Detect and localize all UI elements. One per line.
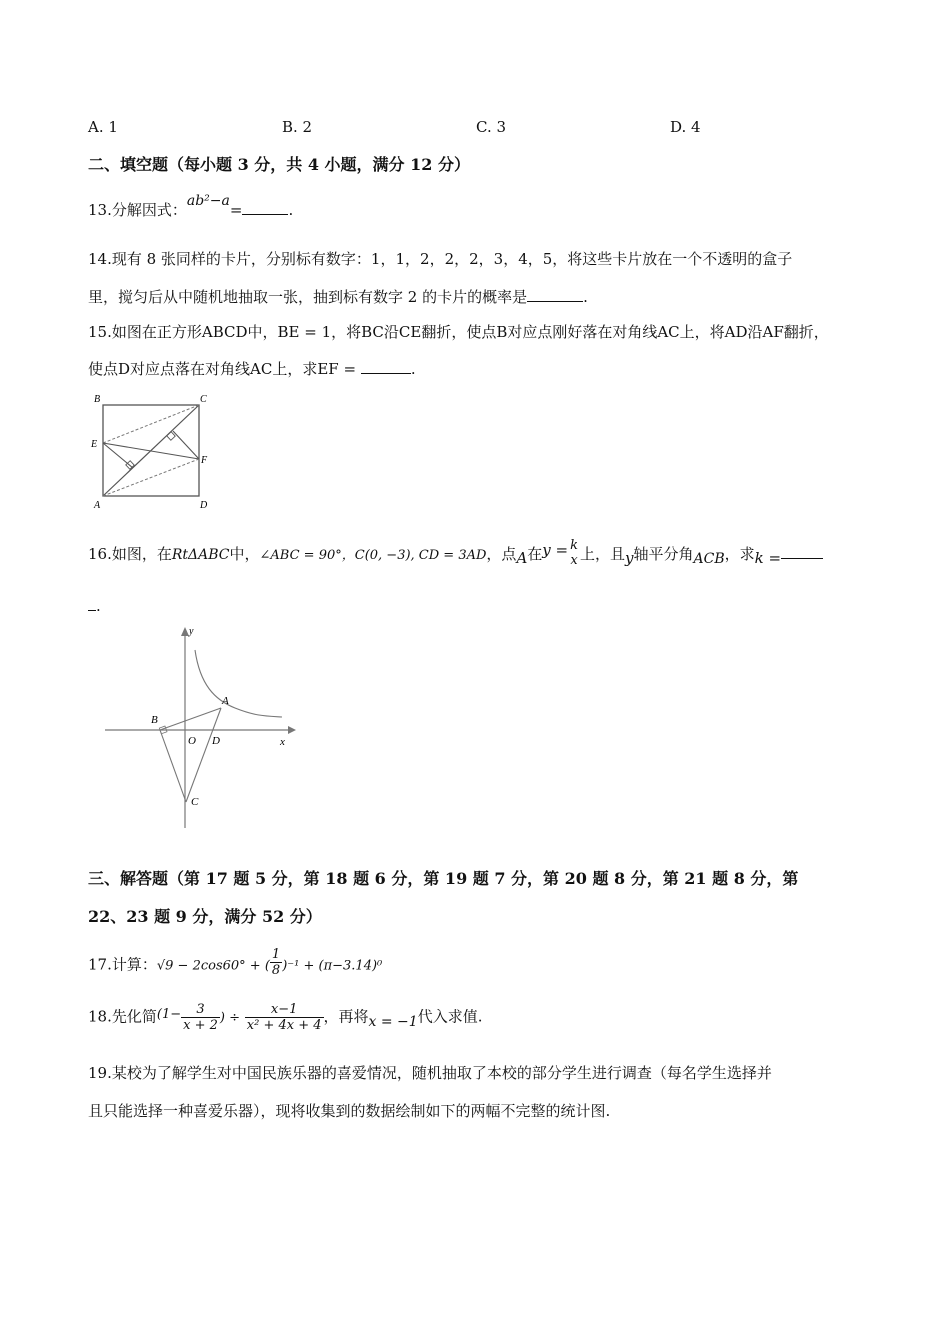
q16-answer-blank: [781, 544, 823, 559]
q18-denominator-2: x² + 4x + 4: [246, 1018, 322, 1033]
q17-text: 计算：: [111, 955, 157, 974]
section-heading-solve-line2: 22、23 题 9 分，满分 52 分）: [88, 907, 322, 926]
q16-text4: 在: [527, 545, 543, 563]
q14-end: .: [583, 288, 588, 306]
q16-end: .: [96, 597, 101, 615]
label-a: A: [94, 500, 101, 511]
right-angle-mark-1: [167, 432, 175, 440]
question-15-line2: [88, 358, 416, 379]
q13-answer-blank: [242, 200, 288, 215]
y-axis-arrow: [181, 627, 189, 636]
question-19-line1: 19.某校为了解学生对中国民族乐器的喜爱情况，随机抽取了本校的部分学生进行调查（每名学生选择并: [88, 1064, 772, 1082]
q13-equals: =: [229, 201, 243, 219]
q18-fraction-1: [181, 1002, 220, 1033]
q13-text: 分解因式：: [111, 201, 187, 219]
label-point-a: A: [222, 695, 229, 707]
q17-expression-part2: )⁻¹ + (π−3.14)⁰: [282, 958, 383, 974]
q18-divide: ) ÷: [219, 1010, 240, 1026]
q18-value: x = −1: [368, 1013, 418, 1030]
q16-blank-tail: [88, 596, 96, 611]
q18-text: 先化简: [111, 1007, 157, 1026]
label-point-c: C: [191, 796, 199, 808]
q16-k-equals: k =: [754, 549, 782, 567]
figure-square-fold: [86, 390, 216, 512]
option-c: C. 3: [476, 118, 507, 136]
q16-y-axis: y: [625, 549, 634, 567]
line-ec-dashed: [103, 405, 199, 443]
q16-text7: ，求: [724, 545, 755, 563]
section-heading-fill-in: 二、填空题（每小题 3 分，共 4 小题，满分 12 分）: [88, 155, 470, 174]
question-14-line2: [88, 286, 588, 307]
label-point-b: B: [151, 714, 158, 726]
q16-fraction-kx: [568, 538, 580, 568]
q15-line2-text: 使点D对应点落在对角线AC上，求EF =: [88, 360, 361, 378]
q16-text6: 轴平分角: [633, 545, 694, 563]
figure-coordinate-graph: [100, 620, 300, 835]
label-y-axis: y: [189, 626, 194, 637]
label-c: C: [200, 394, 207, 405]
q17-fraction: [270, 947, 282, 978]
q18-number: 18.: [88, 1007, 112, 1026]
line-ef: [103, 443, 199, 459]
q16-triangle: RtΔABC: [171, 547, 230, 563]
q18-text2: ，再将: [323, 1007, 369, 1026]
q16-function-y: y =: [542, 541, 569, 559]
q16-angle-acb: ACB: [693, 551, 725, 567]
question-13: [88, 193, 294, 220]
q17-denominator: 8: [271, 963, 281, 978]
q13-expression: ab²−a: [186, 193, 230, 209]
q18-fraction-2: [245, 1002, 324, 1033]
q16-point-a: A: [516, 549, 528, 567]
label-e: E: [91, 439, 98, 450]
q14-line2-text: 里，搅匀后从中随机地抽取一张，抽到标有数字 2 的卡片的概率是: [88, 288, 528, 306]
label-b: B: [94, 394, 101, 405]
label-f: F: [201, 455, 208, 466]
label-x-axis: x: [280, 736, 285, 748]
section-heading-solve-line1: 三、解答题（第 17 题 5 分，第 18 题 6 分，第 19 题 7 分，第 20 题 8 分，第 21 题 8 分，第: [88, 869, 799, 888]
q15-answer-blank: [361, 359, 411, 374]
q13-number: 13.: [88, 201, 112, 219]
q16-condition: ∠ABC = 90°，C(0, −3), CD = 3AD: [259, 548, 487, 563]
q17-numerator: 1: [271, 947, 281, 962]
q16-answer-blank-continued: [88, 596, 101, 615]
q16-x: x: [570, 553, 578, 568]
segment-ac: [186, 708, 221, 802]
question-18: [88, 1002, 482, 1033]
segment-bc: [160, 730, 186, 802]
option-a: A. 1: [88, 118, 118, 136]
question-16: [88, 540, 823, 570]
q16-text3: ，点: [486, 545, 517, 563]
x-axis-arrow: [288, 726, 296, 734]
q15-end: .: [410, 360, 416, 378]
q16-text2: 中，: [229, 545, 260, 563]
q18-open: (1−: [156, 1006, 182, 1022]
label-point-d: D: [212, 735, 220, 747]
q16-text5: 上，且: [580, 545, 626, 563]
question-17: [88, 947, 383, 981]
label-origin-o: O: [188, 735, 196, 747]
q13-end: .: [288, 201, 294, 219]
question-19-line2: 且只能选择一种喜爱乐器），现将收集到的数据绘制如下的两幅不完整的统计图.: [88, 1102, 611, 1120]
q18-numerator-1: 3: [181, 1002, 220, 1018]
q17-number: 17.: [88, 955, 112, 974]
q14-answer-blank: [527, 287, 583, 302]
question-14-line1: 14.现有 8 张同样的卡片，分别标有数字：1，1，2，2，2，3，4，5，将这些卡片放在一个不透明的盒子: [88, 250, 793, 268]
segment-ba: [160, 708, 221, 730]
q16-text1: 16.如图，在: [88, 545, 172, 563]
line-af-dashed: [103, 459, 199, 496]
q16-k: k: [570, 538, 578, 553]
q18-numerator-2: x−1: [245, 1002, 324, 1018]
q18-denominator-1: x + 2: [183, 1018, 218, 1033]
option-d: D. 4: [670, 118, 701, 136]
option-b: B. 2: [282, 118, 313, 136]
hyperbola-curve: [195, 650, 282, 717]
q18-text3: 代入求值.: [417, 1007, 483, 1026]
label-d: D: [200, 500, 208, 511]
q17-expression-part1: √9 − 2cos60° + (: [156, 958, 270, 974]
question-15-line1: 15.如图在正方形ABCD中，BE = 1，将BC沿CE翻折，使点B对应点刚好落在对角线AC上，将AD沿AF翻折，: [88, 323, 829, 341]
